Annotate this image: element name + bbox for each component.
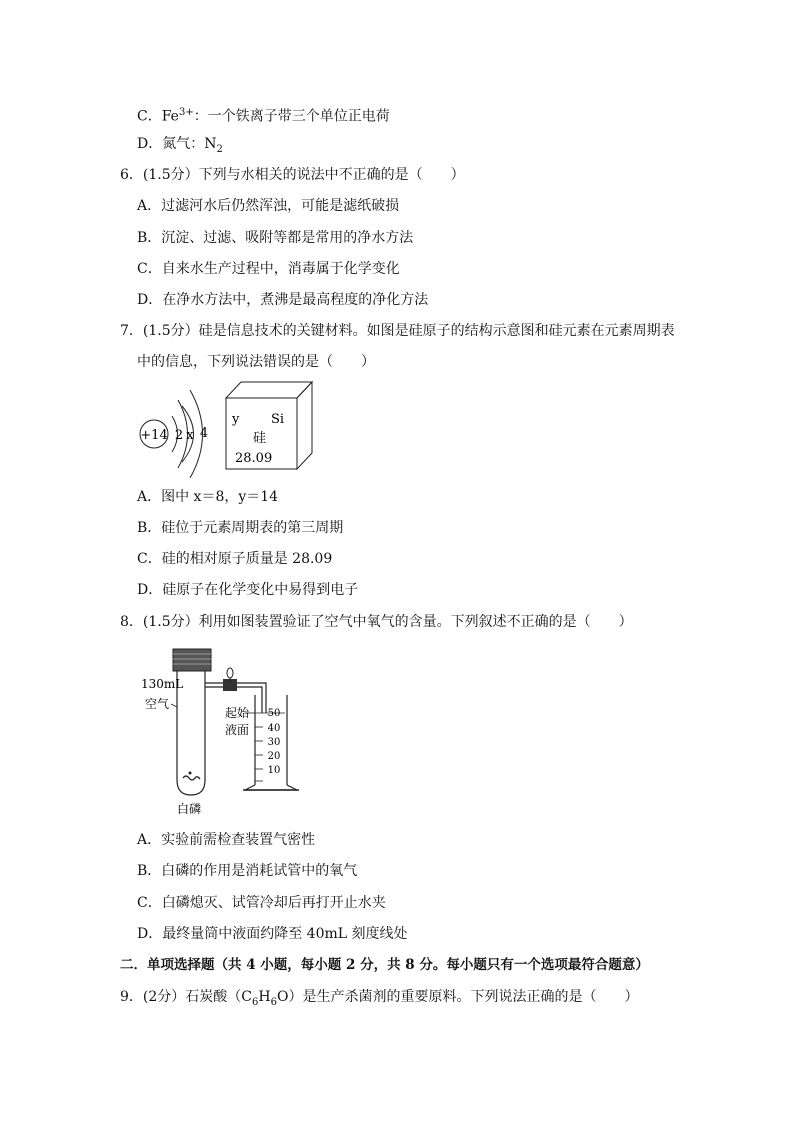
q7-option-b: B．硅位于元素周期表的第三周期	[137, 520, 344, 536]
phosphorus-label: 白磷	[177, 802, 202, 816]
q6-option-c: C．自来水生产过程中，消毒属于化学变化	[137, 261, 400, 277]
q9-stem-prefix: 9．(2分）石炭酸（C	[120, 989, 252, 1005]
q6-option-b: B．沉淀、过滤、吸附等都是常用的净水方法	[137, 230, 414, 246]
start-label-1: 起始	[225, 706, 250, 720]
q7-option-d: D．硅原子在化学变化中易得到电子	[137, 582, 359, 598]
scale-10: 10	[267, 765, 281, 776]
start-label-2: 液面	[225, 723, 250, 737]
scale-30: 30	[267, 737, 281, 748]
q5-option-d	[137, 135, 223, 159]
white-phosphorus	[183, 776, 200, 780]
q5-option-c-desc: ：一个铁离子带三个单位正电荷	[193, 108, 390, 125]
q5-option-c-sup: 3+	[178, 107, 194, 118]
oxygen-apparatus-diagram	[135, 645, 315, 820]
q8-stem: 8．(1.5分）利用如图装置验证了空气中氧气的含量。下列叙述不正确的是（ ）	[120, 614, 633, 630]
q9-sub2: 6	[270, 996, 277, 1008]
q8-option-d: D．最终量筒中液面约降至 40mL 刻度线处	[137, 926, 408, 942]
atomic-number: y	[232, 412, 240, 427]
atomic-mass: 28.09	[235, 451, 273, 466]
rubber-stopper	[173, 649, 211, 671]
nucleus-label: +14	[140, 428, 168, 443]
q8-option-a: A．实验前需检查装置气密性	[137, 832, 316, 848]
q6-option-d: D．在净水方法中，煮沸是最高程度的净化方法	[137, 292, 429, 308]
q9-sub1: 6	[252, 996, 259, 1008]
shell2-electrons: x	[186, 428, 194, 443]
air-label: 空气	[145, 697, 170, 711]
element-name: 硅	[253, 431, 267, 446]
element-symbol: Si	[271, 412, 285, 427]
q7-option-a: A．图中 x＝8，y＝14	[137, 489, 279, 505]
scale-20: 20	[267, 751, 281, 762]
q9-stem-suffix: O）是生产杀菌剂的重要原料。下列说法正确的是（ ）	[276, 989, 639, 1005]
q7-stem-line1: 7．(1.5分）硅是信息技术的关键材料。如图是硅原子的结构示意图和硅元素在元素周期表	[120, 323, 675, 339]
shell3-electrons: 4	[199, 426, 209, 441]
q5-option-d-sub: 2	[216, 143, 223, 155]
q8-option-c: C．白磷熄灭、试管冷却后再打开止水夹	[137, 895, 386, 911]
scale-50: 50	[267, 708, 281, 719]
q5-option-c	[137, 104, 390, 126]
q6-stem: 6．(1.5分）下列与水相关的说法中不正确的是（ ）	[120, 167, 465, 183]
section2-heading: 二．单项选择题（共 4 小题，每小题 2 分，共 8 分。每小题只有一个选项最符合题意）	[120, 957, 649, 973]
silicon-atom-diagram	[135, 378, 320, 478]
q9-mid: H	[258, 989, 271, 1005]
q5-option-c-text: C．Fe	[137, 108, 179, 125]
volume-label: 130mL	[141, 677, 184, 691]
cube-side	[297, 382, 312, 469]
q7-option-c: C．硅的相对原子质量是 28.09	[137, 551, 333, 567]
shell1-electrons: 2	[174, 428, 184, 443]
q5-option-d-text: D．氮气：N	[137, 136, 217, 152]
q7-stem-line2: 中的信息，下列说法错误的是（ ）	[137, 354, 375, 370]
scale-40: 40	[267, 723, 281, 734]
q9-stem	[120, 988, 638, 1012]
q8-option-b: B．白磷的作用是消耗试管中的氧气	[137, 863, 358, 879]
q6-option-a: A．过滤河水后仍然浑浊，可能是滤纸破损	[137, 198, 400, 214]
